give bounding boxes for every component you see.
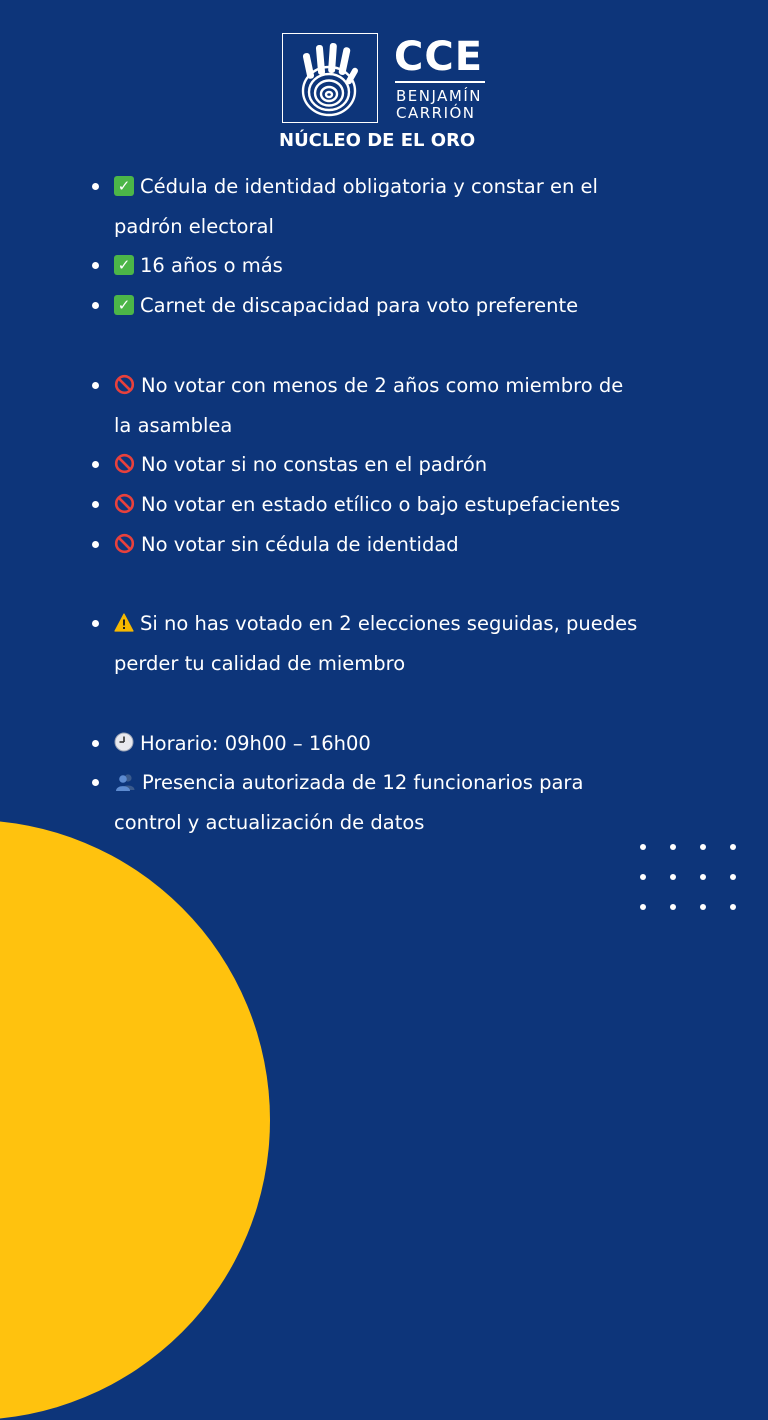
logo-divider (395, 81, 485, 83)
dot (640, 904, 646, 910)
list-item-text: Si no has votado en 2 elecciones seguidas, puedes (140, 612, 638, 636)
requirements-list (90, 167, 730, 843)
info-group (90, 724, 730, 843)
dot (700, 874, 706, 880)
list-item-text: Carnet de discapacidad para voto preferente (140, 294, 579, 318)
decorative-dot-grid (640, 844, 760, 934)
dot (700, 844, 706, 850)
bullet (92, 779, 99, 786)
bullet (92, 183, 99, 190)
list-item-text: 16 años o más (140, 254, 283, 278)
bullet (92, 461, 99, 468)
fingerprint-hand-icon (291, 39, 369, 119)
list-item-text: No votar en estado etílico o bajo estupefacientes (141, 492, 621, 516)
list-item (90, 604, 730, 683)
prohibitions-group (90, 366, 730, 565)
dot (730, 904, 736, 910)
bullet (92, 262, 99, 269)
list-item (90, 525, 730, 565)
dot (670, 844, 676, 850)
list-item-text-continued: la asamblea (114, 413, 233, 437)
bullet (92, 620, 99, 627)
dot (670, 904, 676, 910)
dot (670, 874, 676, 880)
list-item (90, 445, 730, 485)
logo-name-line1: BENJAMÍN (396, 87, 482, 105)
check-icon: ✓ (114, 255, 134, 275)
check-icon: ✓ (114, 176, 134, 196)
yellow-corner-shape (0, 820, 270, 1420)
bullet (92, 501, 99, 508)
list-item (90, 763, 730, 842)
list-item-text: No votar sin cédula de identidad (141, 532, 459, 556)
logo-acronym: CCE (394, 34, 484, 80)
logo-name-line2: CARRIÓN (396, 104, 476, 122)
list-item (90, 246, 730, 286)
prohibited-icon (114, 374, 135, 395)
list-item (90, 366, 730, 445)
list-item (90, 485, 730, 525)
dot (640, 844, 646, 850)
list-item-text: Presencia autorizada de 12 funcionarios para (142, 771, 584, 795)
cce-logo (279, 33, 492, 158)
list-item-text: Cédula de identidad obligatoria y constar en el (140, 175, 598, 198)
list-item (90, 724, 730, 764)
warning-icon (114, 613, 134, 632)
warning-group (90, 604, 730, 683)
list-item-text-continued: padrón electoral (114, 214, 274, 238)
list-item-text-continued: control y actualización de datos (114, 811, 425, 835)
list-item (90, 167, 730, 246)
bullet (92, 302, 99, 309)
logo-nucleus-title: NÚCLEO DE EL ORO (279, 130, 476, 151)
dot (640, 874, 646, 880)
prohibited-icon (114, 533, 135, 554)
dot (730, 874, 736, 880)
list-item-text: Horario: 09h00 – 16h00 (140, 731, 371, 755)
dot (730, 844, 736, 850)
list-item (90, 286, 730, 326)
prohibited-icon (114, 453, 135, 474)
check-icon: ✓ (114, 295, 134, 315)
prohibited-icon (114, 493, 135, 514)
list-item-text: No votar si no constas en el padrón (141, 453, 488, 477)
clock-icon (114, 732, 134, 752)
list-item-text-continued: perder tu calidad de miembro (114, 652, 406, 676)
people-icon (114, 772, 136, 792)
bullet (92, 541, 99, 548)
list-item-text: No votar con menos de 2 años como miembro de (141, 373, 624, 397)
requirements-group (90, 167, 730, 326)
bullet (92, 740, 99, 747)
bullet (92, 382, 99, 389)
fingerprint-hand-emblem (282, 33, 378, 123)
dot (700, 904, 706, 910)
